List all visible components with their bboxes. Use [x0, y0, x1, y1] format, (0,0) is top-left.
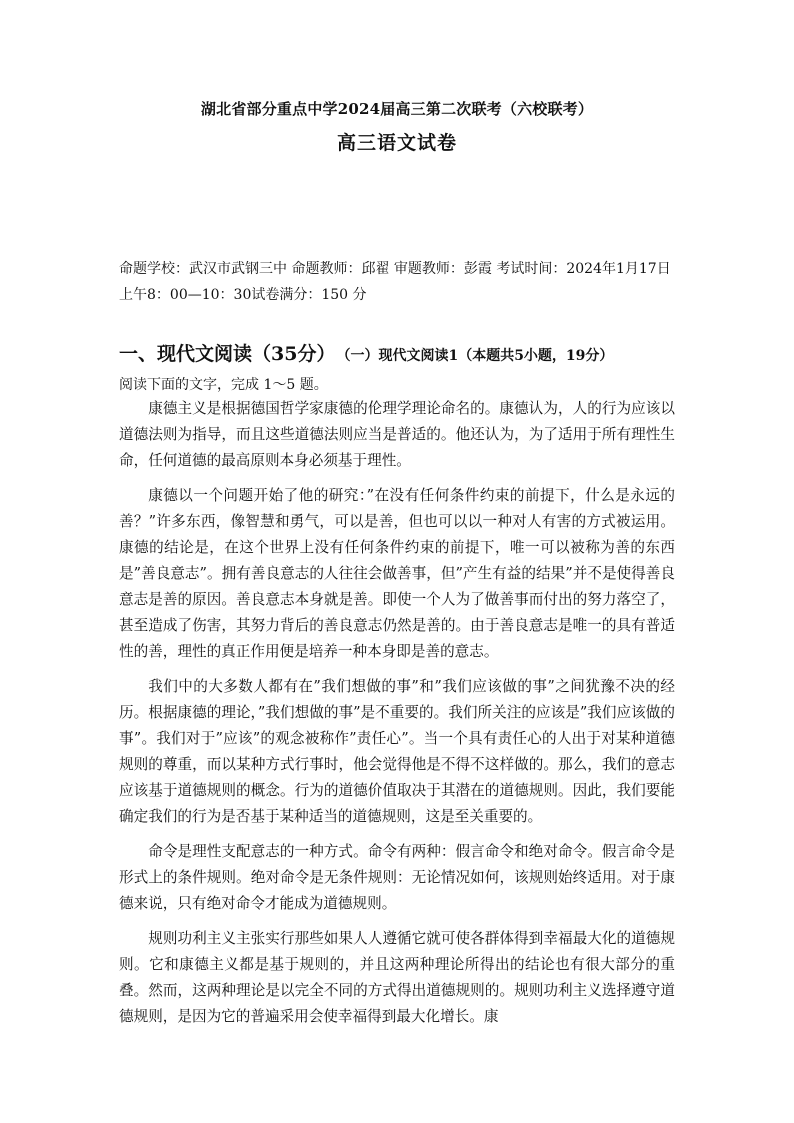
passage-paragraph: 我们中的大多数人都有在”我们想做的事”和”我们应该做的事”之间犹豫不决的经历。根据康德的理论，”我们想做的事”是不重要的。我们所关注的应该是”我们应该做的事”。我们对于”应该”的观念被称作”责任心”。当一个具有责任心的人出于对某种道德规则的尊重，而以某种方式行事时，他会觉得他是不得不这样做的。那么，我们的意志应该基于道德规则的概念。行为的道德价值取决于其潜在的道德规则。因此，我们要能确定我们的行为是否基于某种适当的道德规则，这是至关重要的。	[119, 678, 675, 825]
section-heading	[119, 339, 613, 366]
passage-paragraph: 规则功利主义主张实行那些如果人人遵循它就可使各群体得到幸福最大化的道德规则。它和康德主义都是基于规则的，并且这两种理论所得出的结论也有很大部分的重叠。然而，这两种理论是以完全不同的方式得出道德规则的。规则功利主义选择遵守道德规则，是因为它的普遍采用会使幸福得到最大化增长。康	[119, 930, 675, 1025]
exam-info: 命题学校：武汉市武钢三中 命题教师：邱翟 审题教师：彭霞 考试时间：2024年1月17日上午8：00—10：30试卷满分：150 分	[119, 261, 671, 303]
reading-passage	[119, 396, 675, 1039]
section-subtitle: （一）现代文阅读1（本题共5小题，19分）	[343, 348, 614, 364]
exam-title: 湖北省部分重点中学2024届高三第二次联考（六校联考）	[200, 100, 594, 118]
passage-paragraph: 命令是理性支配意志的一种方式。命令有两种：假言命令和绝对命令。假言命令是形式上的条件规则。绝对命令是无条件规则：无论情况如何，该规则始终适用。对于康德来说，只有绝对命令才能成为道德规则。	[119, 843, 675, 912]
paper-title: 高三语文试卷	[336, 132, 457, 154]
section-title: 一、现代文阅读（35分）	[119, 343, 336, 365]
passage-paragraph: 康德主义是根据德国哲学家康德的伦理学理论命名的。康德认为，人的行为应该以道德法则为指导，而且这些道德法则应当是普适的。他还认为，为了适用于所有理性生命，任何道德的最高原则本身必须基于理性。	[119, 400, 675, 469]
passage-paragraph: 康德以一个问题开始了他的研究：”在没有任何条件约束的前提下，什么是永远的善？”许多东西，像智慧和勇气，可以是善，但也可以以一种对人有害的方式被运用。康德的结论是，在这个世界上没有任何条件约束的前提下，唯一可以被称为善的东西是”善良意志”。拥有善良意志的人往往会做善事，但”产生有益的结果”并不是使得善良意志是善的原因。善良意志本身就是善。即使一个人为了做善事而付出的努力落空了，甚至造成了伤害，其努力背后的善良意志仍然是善的。由于善良意志是唯一的具有普适性的善，理性的真正作用便是培养一种本身即是善的意志。	[119, 487, 675, 660]
reading-instruction: 阅读下面的文字，完成 1～5 题。	[119, 377, 328, 393]
